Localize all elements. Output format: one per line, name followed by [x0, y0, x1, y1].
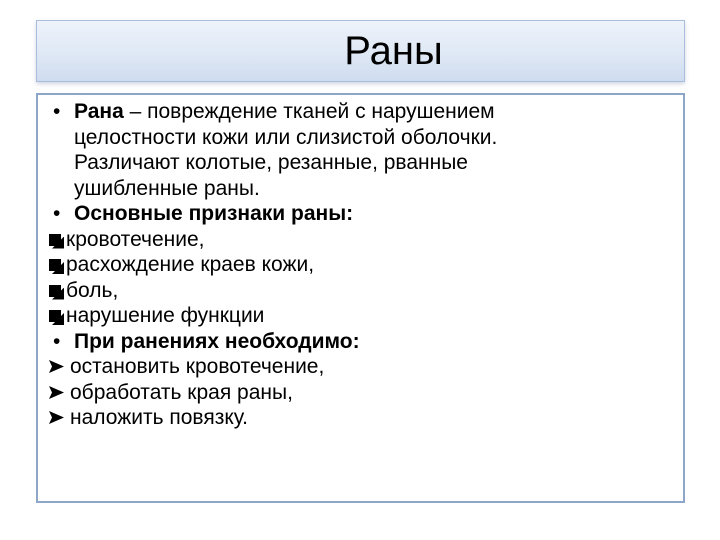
arrowhead-icon	[48, 385, 65, 400]
arrowhead-icon	[48, 359, 65, 374]
definition-line-3: Различают колотые, резанные, рванные	[74, 151, 468, 174]
bullet-item-wound-definition	[48, 99, 677, 201]
sign-item	[48, 278, 677, 304]
action-item	[48, 354, 677, 380]
bullet-item-actions-heading	[48, 329, 677, 355]
slide-title: Раны	[344, 29, 443, 73]
bullet-marker: •	[53, 100, 61, 123]
content-frame	[36, 93, 685, 503]
checkbox-square-icon	[49, 285, 61, 297]
sign-item	[48, 227, 677, 253]
action-text: остановить кровотечение,	[70, 355, 325, 378]
action-text: наложить повязку.	[70, 406, 249, 429]
action-text: обработать края раны,	[70, 380, 293, 404]
definition-line-1	[74, 99, 677, 125]
bullet-marker: •	[53, 202, 61, 225]
sign-text: кровотечение,	[66, 227, 205, 251]
content-body	[48, 99, 677, 431]
term-wound: Рана	[74, 100, 124, 123]
bullet-marker: •	[53, 329, 61, 353]
signs-heading: Основные признаки раны:	[74, 202, 354, 225]
checkbox-square-icon	[49, 310, 61, 322]
definition-line-4: ушибленные раны.	[74, 176, 260, 200]
action-item	[48, 405, 677, 431]
bullet-item-signs-heading	[48, 201, 677, 227]
sign-text: расхождение краев кожи,	[66, 253, 315, 276]
definition-text-1: – повреждение тканей с нарушением	[123, 100, 495, 123]
sign-text: боль,	[66, 278, 119, 302]
arrowhead-icon	[48, 410, 65, 425]
sign-text: нарушение функции	[66, 304, 265, 327]
title-bar	[36, 20, 685, 82]
definition-line-2: целостности кожи или слизистой оболочки.	[74, 125, 498, 149]
action-item	[48, 380, 677, 406]
checkbox-square-icon	[49, 259, 61, 271]
actions-heading: При ранениях необходимо:	[74, 329, 360, 353]
sign-item	[48, 303, 677, 329]
checkbox-square-icon	[49, 234, 61, 246]
sign-item	[48, 252, 677, 278]
